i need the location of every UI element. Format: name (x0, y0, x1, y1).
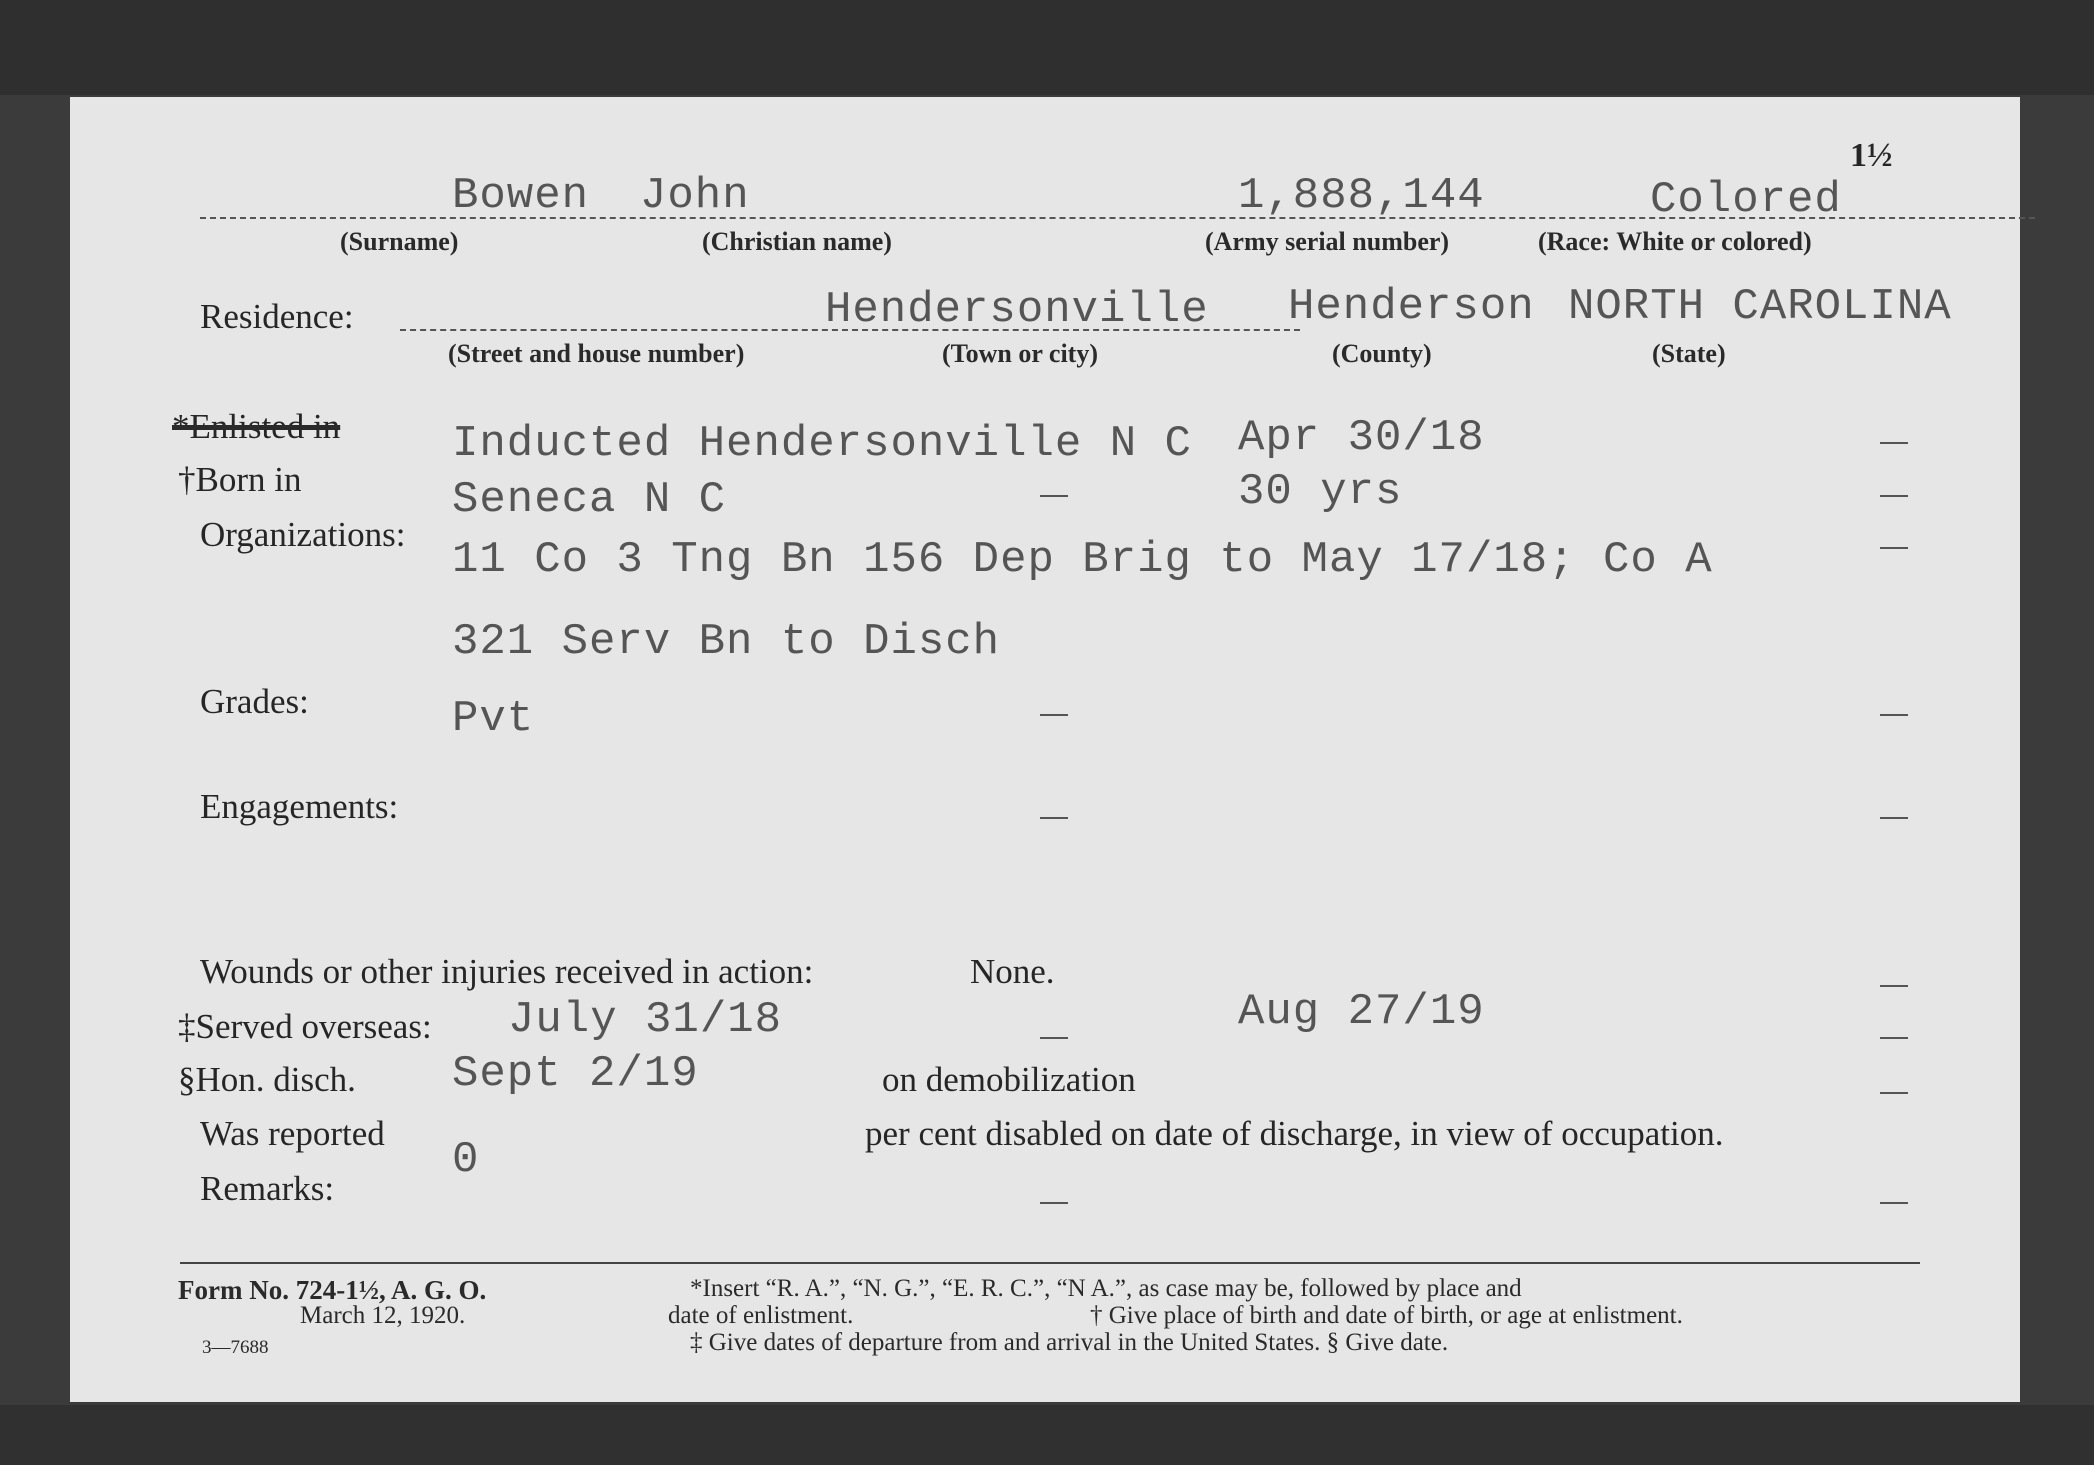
footnote-line-1: *Insert “R. A.”, “N. G.”, “E. R. C.”, “N A.”, as case may be, followed by place and (690, 1275, 1522, 1302)
dash-overseas-mid (1040, 1037, 1068, 1039)
organizations-label: Organizations: (200, 515, 406, 554)
born-value: Seneca N C (452, 475, 727, 525)
organizations-line-2: 321 Serv Bn to Disch (452, 617, 1001, 667)
was-reported-label: Was reported (200, 1114, 385, 1153)
dash-remarks-mid (1040, 1202, 1068, 1204)
dash-born-mid (1040, 495, 1068, 497)
hon-disch-text: on demobilization (882, 1060, 1136, 1099)
wounds-label: Wounds or other injuries received in action: (200, 952, 814, 991)
organizations-line-1: 11 Co 3 Tng Bn 156 Dep Brig to May 17/18; Co A (452, 535, 1713, 585)
surname-value: Bowen (452, 171, 590, 221)
caption-street: (Street and house number) (448, 339, 745, 368)
caption-state: (State) (1652, 339, 1726, 368)
caption-christian-name: (Christian name) (702, 227, 892, 256)
caption-county: (County) (1332, 339, 1432, 368)
born-label: †Born in (178, 460, 302, 499)
dash-born-end (1880, 495, 1908, 497)
dash-grades-mid (1040, 714, 1068, 716)
dash-enlisted-end (1880, 442, 1908, 444)
serial-number-value: 1,888,144 (1238, 171, 1485, 221)
dash-overseas-end (1880, 1037, 1908, 1039)
caption-serial-number: (Army serial number) (1205, 227, 1450, 256)
residence-county-value: Henderson (1288, 282, 1535, 332)
served-overseas-label: ‡Served overseas: (178, 1007, 432, 1046)
form-date: March 12, 1920. (300, 1302, 466, 1329)
print-code: 3—7688 (202, 1337, 269, 1358)
disabled-text: per cent disabled on date of discharge, in view of occupation. (865, 1114, 1724, 1153)
race-value: Colored (1650, 175, 1842, 225)
footer-rule (180, 1262, 1920, 1264)
footnote-line-3: ‡ Give dates of departure from and arrival in the United States. § Give date. (690, 1329, 1449, 1356)
enlisted-value: Inducted Hendersonville N C (452, 419, 1192, 469)
overseas-departure-date: July 31/18 (508, 995, 783, 1045)
engagements-label: Engagements: (200, 787, 399, 826)
christian-name-value: John (640, 171, 750, 221)
caption-surname: (Surname) (340, 227, 459, 256)
form-number: Form No. 724-1½, A. G. O. (178, 1275, 487, 1305)
residence-town-value: Hendersonville (825, 285, 1209, 335)
caption-race: (Race: White or colored) (1538, 227, 1812, 256)
scan-background-bottom (0, 1405, 2094, 1465)
hon-disch-label: §Hon. disch. (178, 1060, 356, 1099)
dash-engagements-mid (1040, 817, 1068, 819)
record-card (70, 97, 2020, 1402)
caption-town: (Town or city) (942, 339, 1098, 368)
dash-grades-end (1880, 714, 1908, 716)
born-age: 30 yrs (1238, 467, 1403, 517)
residence-label: Residence: (200, 297, 354, 336)
scan-background-top (0, 0, 2094, 95)
dash-organizations-end (1880, 547, 1908, 549)
remarks-label: Remarks: (200, 1169, 335, 1208)
name-line (200, 217, 2035, 219)
dash-remarks-end (1880, 1202, 1908, 1204)
grades-label: Grades: (200, 682, 309, 721)
enlisted-label: *Enlisted in (172, 407, 341, 446)
overseas-arrival-date: Aug 27/19 (1238, 987, 1485, 1037)
reported-percent-value: 0 (452, 1135, 480, 1185)
dash-wounds-end (1880, 985, 1908, 987)
hon-disch-date: Sept 2/19 (452, 1049, 699, 1099)
grades-value: Pvt (452, 694, 535, 744)
footnote-line-2a: date of enlistment. (668, 1302, 854, 1329)
wounds-value: None. (970, 952, 1055, 991)
enlisted-date: Apr 30/18 (1238, 413, 1485, 463)
dash-disch-end (1880, 1092, 1908, 1094)
residence-state-value: NORTH CAROLINA (1568, 282, 1952, 332)
footnote-line-2b: † Give place of birth and date of birth, or age at enlistment. (1090, 1302, 1683, 1329)
corner-number: 1½ (1850, 137, 1893, 174)
dash-engagements-end (1880, 817, 1908, 819)
